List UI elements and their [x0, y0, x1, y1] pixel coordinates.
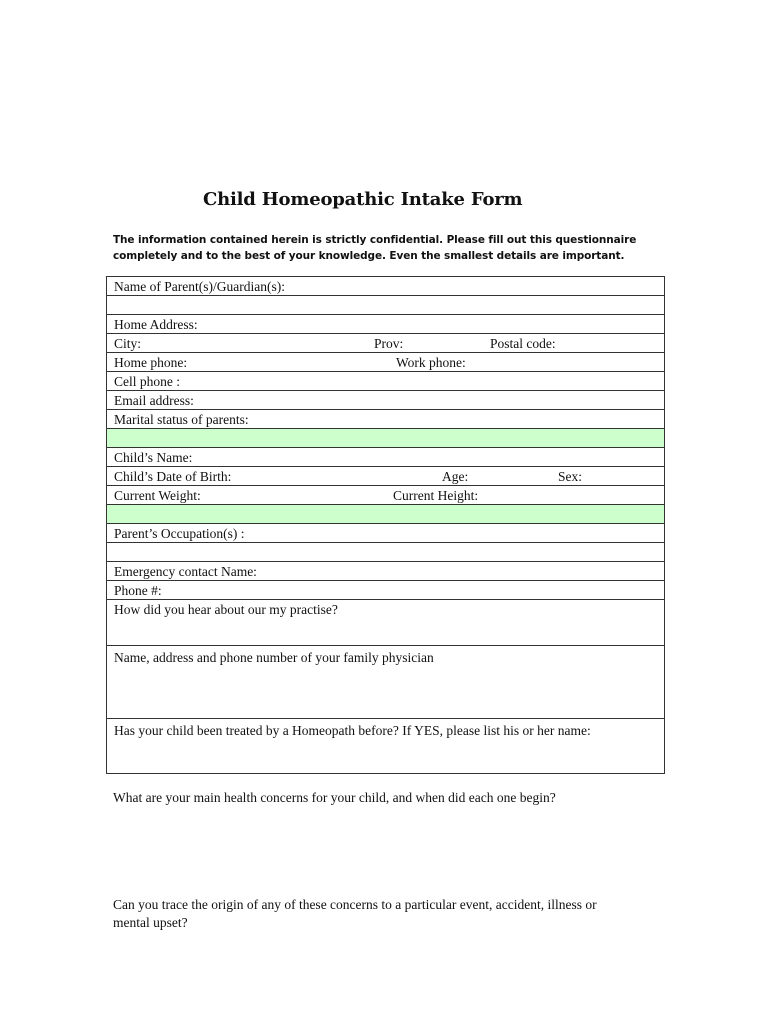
main-concerns-question: What are your main health concerns for your child, and when did each one begin? [113, 790, 556, 805]
sex-label: Sex: [558, 469, 583, 484]
email-label: Email address: [114, 393, 194, 408]
intro-text [113, 232, 673, 264]
intake-form-table [106, 276, 665, 774]
row-green-separator-1 [107, 429, 664, 448]
child-dob-label: Child’s Date of Birth: [114, 469, 232, 484]
row-email[interactable] [107, 391, 664, 410]
row-blank-1[interactable] [107, 296, 664, 315]
row-marital-status[interactable] [107, 410, 664, 429]
marital-status-label: Marital status of parents: [114, 412, 249, 427]
row-homeopath-before[interactable] [107, 719, 664, 774]
parent-name-label: Name of Parent(s)/Guardian(s): [114, 279, 285, 294]
row-cell-phone[interactable] [107, 372, 664, 391]
work-phone-label: Work phone: [396, 355, 466, 370]
trace-origin-question-line-1: Can you trace the origin of any of these concerns to a particular event, accident, illness or [113, 897, 597, 912]
trace-origin-question-line-2: mental upset? [113, 915, 188, 930]
intro-line-2: completely and to the best of your knowledge. Even the smallest details are important. [113, 250, 625, 262]
row-green-separator-2 [107, 505, 664, 524]
row-phone[interactable] [107, 581, 664, 600]
row-blank-2[interactable] [107, 543, 664, 562]
cell-phone-label: Cell phone : [114, 374, 180, 389]
homeopath-before-label: Has your child been treated by a Homeopath before? If YES, please list his or her name: [114, 723, 591, 738]
row-weight-height[interactable] [107, 486, 664, 505]
row-parent-name[interactable] [107, 277, 664, 296]
row-hear-about[interactable] [107, 600, 664, 646]
row-phones[interactable] [107, 353, 664, 372]
row-child-name[interactable] [107, 448, 664, 467]
child-name-label: Child’s Name: [114, 450, 193, 465]
phone-label: Phone #: [114, 583, 162, 598]
row-city[interactable] [107, 334, 664, 353]
city-label: City: [114, 336, 142, 351]
row-emergency-contact[interactable] [107, 562, 664, 581]
home-address-label: Home Address: [114, 317, 198, 332]
home-phone-label: Home phone: [114, 355, 188, 370]
row-parent-occupation[interactable] [107, 524, 664, 543]
postal-code-label: Postal code: [490, 336, 556, 351]
form-title: Child Homeopathic Intake Form [203, 189, 523, 210]
emergency-contact-label: Emergency contact Name: [114, 564, 257, 579]
intro-line-1: The information contained herein is strictly confidential. Please fill out this questionnaire [113, 234, 637, 246]
parent-occupation-label: Parent’s Occupation(s) : [114, 526, 245, 541]
age-label: Age: [442, 469, 469, 484]
row-home-address[interactable] [107, 315, 664, 334]
row-physician[interactable] [107, 646, 664, 719]
hear-about-label: How did you hear about our my practise? [114, 602, 338, 617]
prov-label: Prov: [374, 336, 404, 351]
current-height-label: Current Height: [393, 488, 479, 503]
row-child-dob[interactable] [107, 467, 664, 486]
physician-label: Name, address and phone number of your family physician [114, 650, 434, 665]
current-weight-label: Current Weight: [114, 488, 201, 503]
